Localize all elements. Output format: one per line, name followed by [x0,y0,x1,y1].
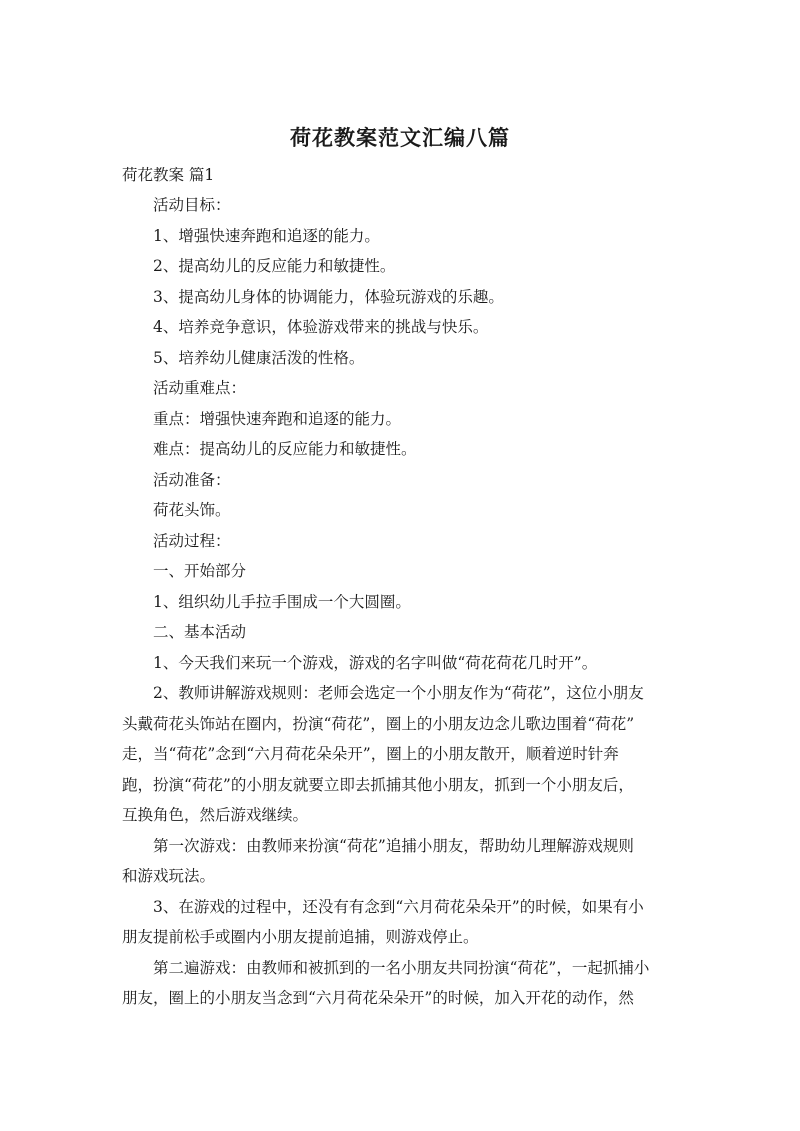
paragraph-line: 第二遍游戏：由教师和被抓到的一名小朋友共同扮演“荷花”，一起抓捕小 [153,959,650,977]
paragraph-line: 活动目标： [153,196,231,214]
page-title: 荷花教案范文汇编八篇 [290,126,510,150]
paragraph-line: 1、组织幼儿手拉手围成一个大圆圈。 [153,593,411,611]
paragraph-line: 朋友提前松手或圈内小朋友提前追捕，则游戏停止。 [122,928,479,946]
paragraph-line: 重点：增强快速奔跑和追逐的能力。 [153,410,402,428]
paragraph-line: 5、培养幼儿健康活泼的性格。 [153,349,365,367]
paragraph-line: 1、今天我们来玩一个游戏，游戏的名字叫做“荷花荷花几时开”。 [153,654,598,672]
paragraph-line: 2、提高幼儿的反应能力和敏捷性。 [153,257,396,275]
paragraph-line: 跑，扮演“荷花”的小朋友就要立即去抓捕其他小朋友，抓到一个小朋友后， [122,776,634,794]
paragraph-line: 1、增强快速奔跑和追逐的能力。 [153,227,380,245]
paragraph-line: 走，当“荷花”念到“六月荷花朵朵开”，圈上的小朋友散开，顺着逆时针奔 [122,745,619,763]
paragraph-line: 活动准备： [153,471,231,489]
paragraph-line: 3、在游戏的过程中，还没有有念到“六月荷花朵朵开”的时候，如果有小 [153,898,644,916]
paragraph-line: 活动重难点： [153,379,247,397]
paragraph-line: 朋友，圈上的小朋友当念到“六月荷花朵朵开”的时候，加入开花的动作，然 [122,989,634,1007]
paragraph-line: 4、培养竞争意识，体验游戏带来的挑战与快乐。 [153,318,489,336]
paragraph-line: 一、开始部分 [153,562,247,580]
paragraph-line: 二、基本活动 [153,623,247,641]
paragraph-line: 头戴荷花头饰站在圈内，扮演“荷花”，圈上的小朋友边念儿歌边围着“荷花” [122,715,635,733]
section-heading: 荷花教案 篇1 [122,166,215,184]
paragraph-line: 活动过程： [153,532,231,550]
paragraph-line: 荷花头饰。 [153,501,231,519]
paragraph-line: 第一次游戏：由教师来扮演“荷花”追捕小朋友，帮助幼儿理解游戏规则 [153,837,634,855]
paragraph-line: 难点：提高幼儿的反应能力和敏捷性。 [153,440,417,458]
paragraph-line: 和游戏玩法。 [122,867,216,885]
paragraph-line: 2、教师讲解游戏规则：老师会选定一个小朋友作为“荷花”，这位小朋友 [153,684,644,702]
paragraph-line: 3、提高幼儿身体的协调能力，体验玩游戏的乐趣。 [153,288,504,306]
paragraph-line: 互换角色，然后游戏继续。 [122,806,309,824]
